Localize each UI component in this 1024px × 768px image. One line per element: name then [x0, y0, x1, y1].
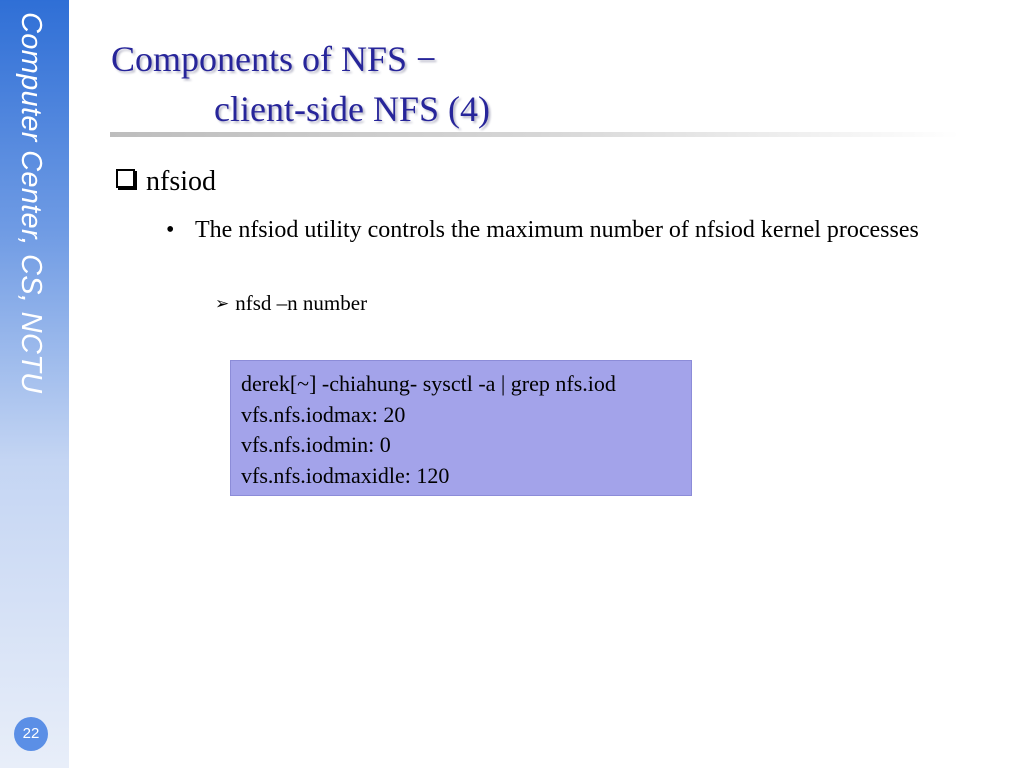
title-line-1: Components of NFS −	[111, 39, 437, 79]
terminal-line: vfs.nfs.iodmax: 20	[241, 401, 406, 427]
terminal-line: vfs.nfs.iodmaxidle: 120	[241, 462, 450, 488]
bullet-level-2-text: The nfsiod utility controls the maximum number of nfsiod kernel processes	[195, 217, 919, 243]
terminal-output-box	[230, 360, 692, 496]
terminal-line: derek[~] -chiahung- sysctl -a | grep nfs.iod	[241, 371, 616, 396]
bullet-level-1	[116, 166, 216, 198]
bullet-level-1-text: nfsiod	[146, 166, 216, 197]
sidebar-label: Computer Center, CS, NCTU	[15, 12, 47, 394]
slide-title	[111, 34, 490, 134]
title-line-2: client-side NFS (4)	[214, 89, 490, 129]
bullet-level-3-text: nfsd –n number	[235, 291, 368, 315]
terminal-line: vfs.nfs.iodmin: 0	[241, 432, 391, 457]
sidebar	[0, 0, 69, 768]
bullet-level-2	[166, 213, 956, 248]
bullet-level-3	[215, 291, 367, 316]
arrow-icon: ➢	[215, 294, 230, 313]
bullet-dot-icon: •	[166, 217, 175, 243]
checkbox-icon	[116, 169, 135, 188]
title-underline	[110, 132, 960, 137]
page-number-badge: 22	[14, 717, 48, 751]
